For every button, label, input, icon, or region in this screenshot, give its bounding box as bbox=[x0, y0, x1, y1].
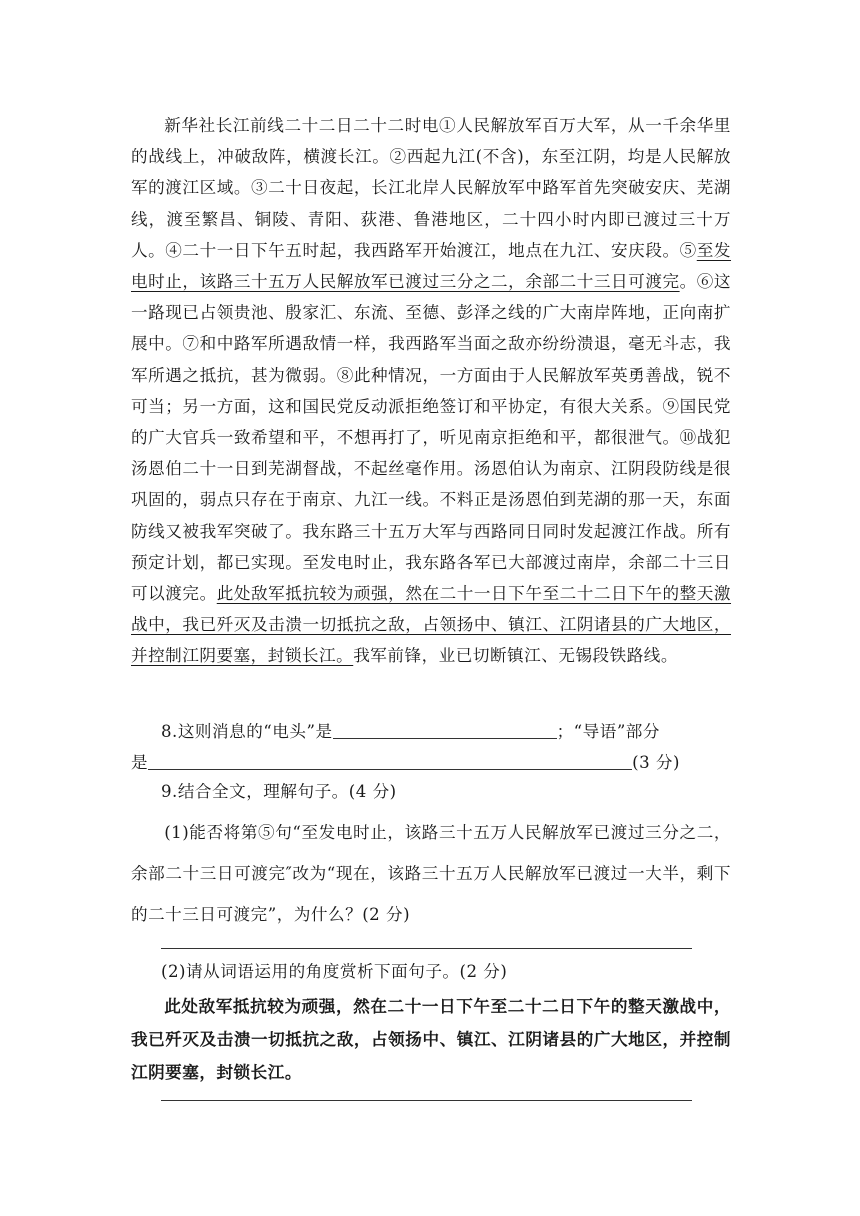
question-8-text-3: 是 bbox=[131, 753, 149, 772]
answer-line-9-1[interactable] bbox=[161, 948, 692, 949]
passage-text-intro: 新华社长江前线二十二日二十二时电①人民解放军百万大军，从一千余华里的战线上，冲破敌阵，横渡长江。②西起九江(不含)，东至江阴，均是人民解放军的渡江区域。③二十日夜起，长江北岸人民解放军中路军首先突破安庆、芜湖线，渡至繁昌、铜陵、青阳、荻港、鲁港地区，二十四小时内即已渡过三十万人。④二十一日下午五时起，我西路军开始渡江，地点在九江、安庆段。⑤ bbox=[131, 116, 731, 260]
passage-text-middle: 。⑥这一路现已占领贵池、殷家汇、东流、至德、彭泽之线的广大南岸阵地，正向南扩展中。⑦和中路军所遇敌情一样，我西路军当面之敌亦纷纷溃退，毫无斗志，我军所遇之抵抗，甚为微弱。⑧此种情况，一方面由于人民解放军英勇善战，锐不可当；另一方面，这和国民党反动派拒绝签订和平协定，有很大关系。⑨国民党的广大官兵一致希望和平，不想再打了，听见南京拒绝和平，都很泄气。⑩战犯汤恩伯二十一日到芜湖督战，不起丝毫作用。汤恩伯认为南京、江阴段防线是很巩固的，弱点只存在于南京、九江一线。不料正是汤恩伯到芜湖的那一天，东面防线又被我军突破了。我东路三十五万大军与西路同日同时发起渡江作战。所有预定计划，都已实现。至发电时止，我东路各军已大部渡过南岸，余部二十三日可以渡完。 bbox=[131, 272, 732, 604]
question-9-1 bbox=[131, 812, 731, 935]
question-9-1-text: (1)能否将第⑤句“至发电时止，该路三十五万人民解放军已渡过三分之二，余部二十三日可渡完″改为“现在，该路三十五万人民解放军已渡过一大半，剩下的二十三日可渡完”，为什么？(2 分) bbox=[131, 823, 731, 924]
question-9-2 bbox=[131, 956, 731, 987]
question-8-text-2: ；“导语”部分 bbox=[556, 722, 660, 741]
answer-blank-dianto[interactable] bbox=[333, 737, 557, 739]
answer-blank-daoyu[interactable] bbox=[148, 768, 632, 770]
question-8 bbox=[131, 716, 731, 778]
question-8-score: (3 分) bbox=[632, 753, 680, 772]
question-9 bbox=[131, 776, 731, 807]
passage-text-end: 我军前锋，业已切断镇江、无锡段铁路线。 bbox=[353, 646, 678, 666]
underlined-sentence-end: 此处敌军抵抗较为顽强，然在二十一日下午至二十二日下午的整天激战中，我已歼灭及击溃一切抵抗之敌，占领扬中、镇江、江阴诸县的广大地区，并控制江阴要塞，封锁长江。 bbox=[131, 584, 732, 666]
quoted-sentence bbox=[131, 990, 731, 1089]
underlined-sentence-5: 至发电时止，该路三十五万人民解放军已渡过三分之二，余部二十三日可渡完 bbox=[131, 240, 732, 292]
question-9-title: 9.结合全文，理解句子。(4 分) bbox=[161, 782, 397, 801]
passage-paragraph bbox=[131, 110, 731, 672]
quoted-sentence-text: 此处敌军抵抗较为顽强，然在二十一日下午至二十二日下午的整天激战中，我已歼灭及击溃一切抵抗之敌，占领扬中、镇江、江阴诸县的广大地区，并控制江阴要塞，封锁长江。 bbox=[131, 996, 731, 1082]
answer-line-9-2[interactable] bbox=[161, 1100, 692, 1101]
news-passage bbox=[131, 110, 731, 672]
question-8-text: 8.这则消息的“电头”是 bbox=[161, 722, 333, 741]
question-8-line1 bbox=[131, 716, 731, 747]
question-9-2-text: (2)请从词语运用的角度赏析下面句子。(2 分) bbox=[161, 962, 508, 981]
question-8-line2 bbox=[131, 747, 731, 778]
